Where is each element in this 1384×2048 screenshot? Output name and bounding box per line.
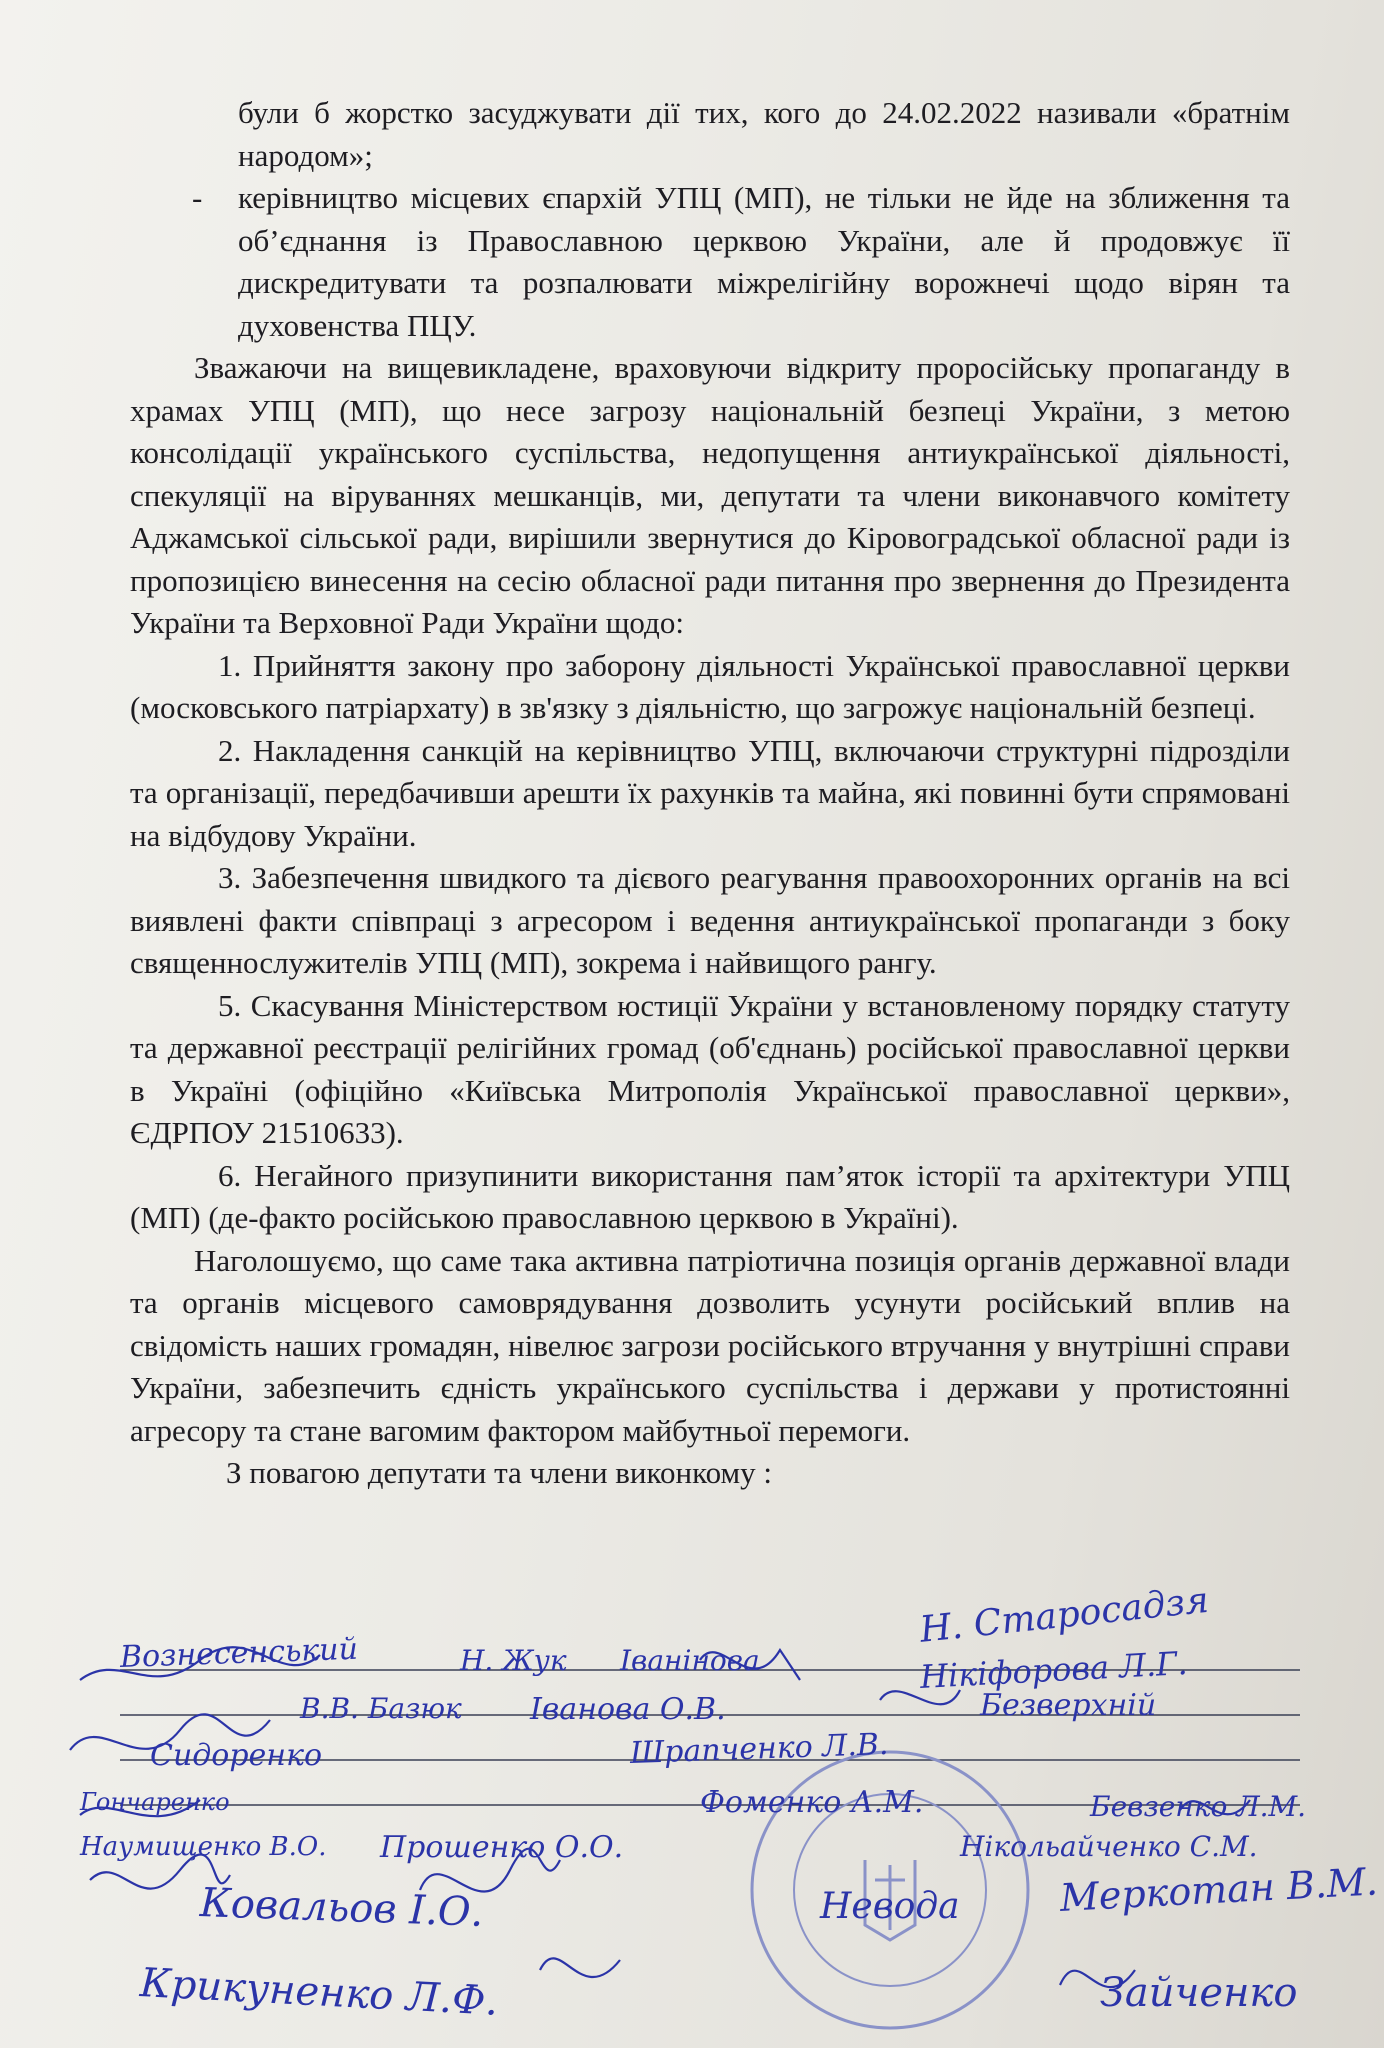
continuation-paragraph: були б жорстко засуджувати дії тих, кого до 24.02.2022 називали «братнім народом»; (238, 95, 1290, 173)
signature-text: Прошенко О.О. (380, 1830, 624, 1865)
signature-text: Гончаренко (80, 1788, 230, 1816)
document-body (130, 92, 1290, 1495)
closing-line: З повагою депутати та члени виконкому : (226, 1455, 772, 1490)
list-item-5: 5. Скасування Міністерством юстиції України у встановленому порядку статуту та державної реєстрації релігійних громад (об'єднань) російської православної церкви в Україні (офіційно «Київська Митрополія Української православної церкви», ЄДРПОУ 21510633). (130, 987, 1290, 1150)
bullet-item (130, 177, 1290, 347)
signature-text: В.В. Базюк (300, 1692, 462, 1725)
scribble (540, 1958, 620, 1977)
signature-text: Нікіфорова Л.Г. (919, 1644, 1189, 1696)
signature-text: Невода (820, 1886, 960, 1927)
signature-text: Зайченко (1100, 1970, 1298, 2016)
signature-text: Сидоренко (150, 1738, 323, 1773)
list-item-3: 3. Забезпечення швидкого та дієвого реагування правоохоронних органів на всі виявлені факти співпраці з агресором і ведення антиукраїнської пропаганди з боку священнослужителів УПЦ (МП), зокрема і найвищого рангу. (130, 860, 1290, 980)
bullet-marker: - (192, 180, 203, 215)
signature-text: Іванова О.В. (530, 1692, 726, 1727)
signature-text: Нікольайченко С.М. (960, 1830, 1258, 1863)
list-item-6: 6. Негайного призупинити використання пам’яток історії та архітектури УПЦ (МП) (де-факто російською православною церквою в Україні). (130, 1157, 1290, 1235)
signature-text: Н. Старосадзя (917, 1579, 1211, 1651)
signature-text: Фоменко А.М. (700, 1785, 924, 1820)
signatures-block (60, 1579, 1379, 2040)
signature-text: Вознесенський (119, 1631, 359, 1675)
signature-text: Наумищенко В.О. (80, 1832, 327, 1862)
conclusion-paragraph: Наголошуємо, що саме така активна патріотична позиція органів державної влади та органів місцевого самоврядування дозволить усунути російський вплив на свідомість наших громадян, нівелює загрози російського втручання у внутрішні справи України, забезпечить єдність українського суспільства і держави у протистоянні агресору та стане вагомим фактором майбутньої перемоги. (130, 1242, 1290, 1448)
signature-text: Бевзенко Л.М. (1090, 1790, 1307, 1823)
signature-text: Безверхній (980, 1688, 1157, 1723)
list-item-1: 1. Прийняття закону про заборону діяльності Української православної церкви (московського патріархату) в зв'язку з діяльністю, що загрожує національній безпеці. (130, 647, 1290, 725)
bullet-text: керівництво місцевих єпархій УПЦ (МП), не тільки не йде на зближення та об’єднання із Православною церквою України, але й продовжує її дискредитувати та розпалювати міжрелігійну ворожнечі щодо вірян та духовенства ПЦУ. (238, 180, 1290, 343)
signature-text: Шрапченко Л.В. (629, 1726, 889, 1771)
signature-text: Ковальов І.О. (199, 1880, 485, 1936)
signature-text: Меркотан В.М. (1058, 1859, 1379, 1920)
list-item-2: 2. Накладення санкцій на керівництво УПЦ, включаючи структурні підрозділи та організації, передбачивши арешти їх рахунків та майна, які повинні бути спрямовані на відбудову України. (130, 732, 1290, 853)
signature-text: Іванінова (620, 1644, 760, 1677)
signature-text: Крикуненко Л.Ф. (138, 1960, 500, 2025)
intro-paragraph: Зважаючи на вищевикладене, враховуючи відкриту проросійську пропаганду в храмах УПЦ (МП), що несе загрозу національній безпеці України, з метою консолідації українського суспільства, недопущення антиукраїнської діяльності, спекуляції на віруваннях мешканців, ми, депутати та члени виконавчого комітету Аджамської сільської ради, вирішили звернутися до Кіровоградської обласної ради із пропозицією винесення на сесію обласної ради питання про звернення до Президента України та Верховної Ради України щодо: (130, 350, 1290, 640)
signature-text: Н. Жук (460, 1644, 567, 1677)
